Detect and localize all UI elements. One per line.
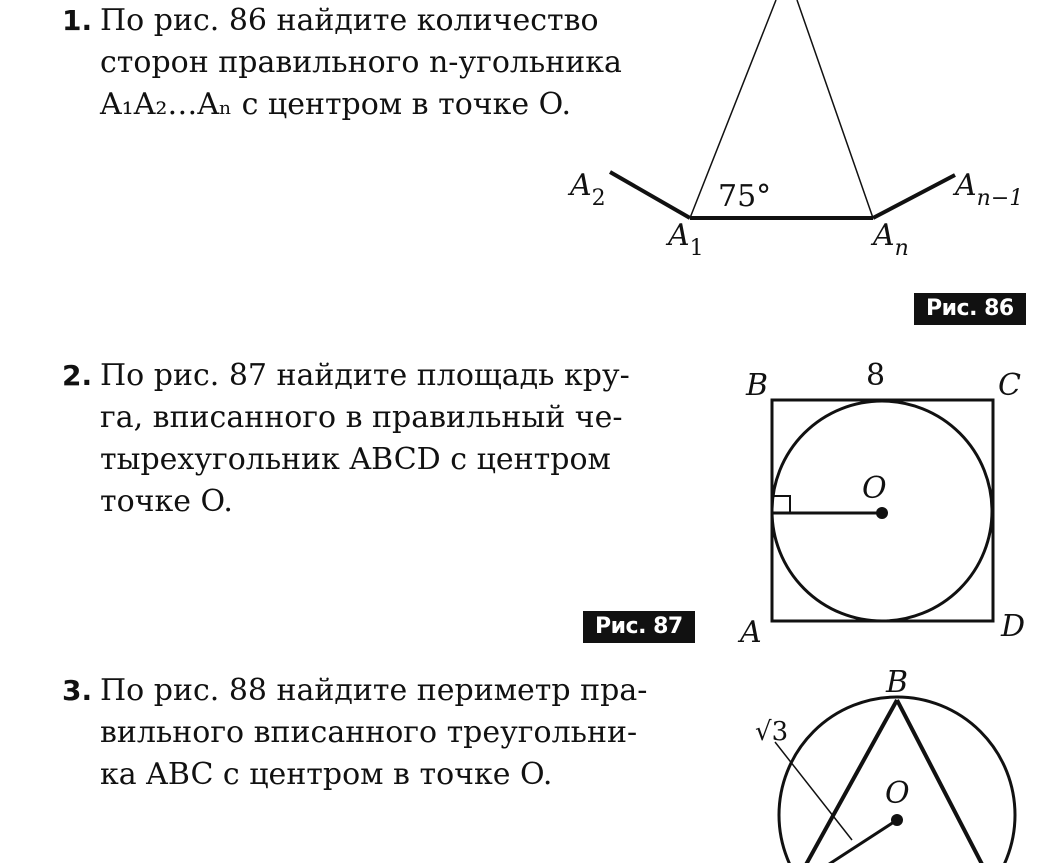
center-point-o: [891, 814, 903, 826]
problem-text: По рис. 88 найдите периметр пра- вильного вписанного треугольни- ка ABC с центром в точке O.: [100, 673, 648, 792]
radius-label-leader: [775, 742, 852, 840]
vertex-c-label: C: [998, 368, 1021, 403]
vertex-a-label: A: [740, 615, 762, 650]
polygon-side-an-an1: [873, 175, 955, 218]
vertex-b-label: B: [886, 665, 909, 700]
figure-86: [610, 0, 955, 218]
problem-number: 2.: [62, 359, 93, 392]
center-o-label: O: [862, 471, 887, 506]
problem-text: По рис. 87 найдите площадь кру- га, вписанного в правильный че- тырехугольник ABCD с центром точке O.: [100, 358, 630, 519]
angle-label: 75°: [718, 179, 772, 214]
vertex-an-label: $A_n$: [873, 218, 909, 261]
radius-segment: [820, 820, 897, 863]
polygon-side-a1-a2: [610, 172, 690, 218]
problem-number: 3.: [62, 674, 93, 707]
radius-label: √3: [755, 717, 789, 747]
figure-87-caption: Рис. 87: [583, 611, 695, 643]
right-angle-marker: [772, 496, 790, 513]
side-length-label: 8: [866, 358, 886, 393]
center-o-label: O: [885, 776, 910, 811]
figure-87: [772, 400, 993, 621]
triangle-side-right: [797, 0, 873, 218]
problem-number: 1.: [62, 4, 93, 37]
figure-88-labels: [755, 665, 910, 811]
vertex-a2-label: $A_2$: [570, 168, 606, 211]
vertex-b-label: B: [746, 368, 769, 403]
center-point-o: [876, 507, 888, 519]
vertex-d-label: D: [1001, 609, 1026, 644]
figure-86-labels: [567, 168, 1023, 261]
figure-86-caption: Рис. 86: [914, 293, 1026, 325]
vertex-an1-label: $A_{n-1}$: [955, 168, 1024, 211]
vertex-a1-label: $A_1$: [668, 218, 704, 261]
problem-text: По рис. 86 найдите количество сторон правильного n-угольника A₁A₂…Aₙ с центром в точке O.: [100, 3, 622, 122]
